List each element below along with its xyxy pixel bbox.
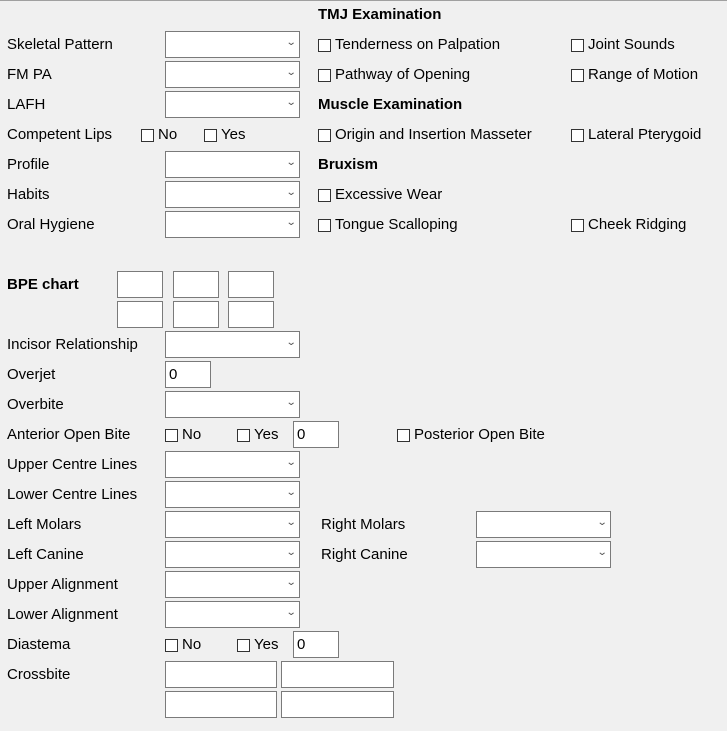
- bpe-input-lower-right[interactable]: [117, 301, 163, 328]
- checkbox-icon: [204, 129, 217, 142]
- crossbite-input-3[interactable]: [165, 691, 277, 718]
- checkbox-label: Lateral Pterygoid: [588, 126, 702, 143]
- tenderness-checkbox[interactable]: [318, 36, 500, 54]
- crossbite-label: Crossbite: [7, 666, 71, 683]
- checkbox-icon: [571, 129, 584, 142]
- posterior-open-bite-checkbox[interactable]: [397, 426, 545, 444]
- checkbox-label: Tongue Scalloping: [335, 216, 458, 233]
- checkbox-label: Excessive Wear: [335, 186, 443, 203]
- upper-alignment-select[interactable]: [165, 571, 300, 598]
- checkbox-icon: [165, 429, 178, 442]
- checkbox-label: Yes: [254, 636, 279, 653]
- overjet-label: Overjet: [7, 366, 56, 383]
- chevron-down-icon: ⌄: [285, 67, 297, 78]
- skeletal-pattern-select[interactable]: [165, 31, 300, 58]
- bpe-input-lower-left[interactable]: [228, 301, 274, 328]
- diastema-no-checkbox[interactable]: [165, 636, 201, 654]
- tongue-scalloping-checkbox[interactable]: [318, 216, 458, 234]
- checkbox-icon: [397, 429, 410, 442]
- checkbox-icon: [165, 639, 178, 652]
- skeletal-pattern-label: Skeletal Pattern: [7, 36, 113, 53]
- bruxism-heading: Bruxism: [318, 156, 379, 173]
- checkbox-label: Cheek Ridging: [588, 216, 687, 233]
- crossbite-input-1[interactable]: [165, 661, 277, 688]
- crossbite-input-2[interactable]: [281, 661, 394, 688]
- profile-select[interactable]: [165, 151, 300, 178]
- checkbox-icon: [318, 189, 331, 202]
- range-of-motion-checkbox[interactable]: [571, 66, 698, 84]
- chevron-down-icon: ⌄: [285, 457, 297, 468]
- chevron-down-icon: ⌄: [596, 517, 608, 528]
- checkbox-label: Yes: [254, 426, 279, 443]
- competent-lips-label: Competent Lips: [7, 126, 113, 143]
- checkbox-icon: [318, 129, 331, 142]
- left-canine-select[interactable]: [165, 541, 300, 568]
- competent-lips-no-checkbox[interactable]: [141, 126, 177, 144]
- left-molars-select[interactable]: [165, 511, 300, 538]
- right-canine-select[interactable]: [476, 541, 611, 568]
- fmpa-label: FM PA: [7, 66, 52, 83]
- chevron-down-icon: ⌄: [285, 517, 297, 528]
- bpe-input-upper-anterior[interactable]: [173, 271, 219, 298]
- joint-sounds-checkbox[interactable]: [571, 36, 675, 54]
- bpe-input-upper-right[interactable]: [117, 271, 163, 298]
- right-molars-select[interactable]: [476, 511, 611, 538]
- checkbox-label: Tenderness on Palpation: [335, 36, 501, 53]
- excessive-wear-checkbox[interactable]: [318, 186, 442, 204]
- profile-label: Profile: [7, 156, 50, 173]
- upper-centre-lines-select[interactable]: [165, 451, 300, 478]
- lower-alignment-select[interactable]: [165, 601, 300, 628]
- chevron-down-icon: ⌄: [285, 487, 297, 498]
- chevron-down-icon: ⌄: [285, 97, 297, 108]
- top-border: [0, 0, 727, 1]
- checkbox-label: Posterior Open Bite: [414, 426, 545, 443]
- checkbox-icon: [571, 39, 584, 52]
- checkbox-icon: [571, 69, 584, 82]
- anterior-open-bite-label: Anterior Open Bite: [7, 426, 131, 443]
- bpe-chart-label: BPE chart: [7, 276, 79, 293]
- left-canine-label: Left Canine: [7, 546, 84, 563]
- chevron-down-icon: ⌄: [285, 397, 297, 408]
- incisor-relationship-select[interactable]: [165, 331, 300, 358]
- fmpa-select[interactable]: [165, 61, 300, 88]
- diastema-value-input[interactable]: 0: [293, 631, 339, 658]
- checkbox-label: No: [182, 426, 202, 443]
- checkbox-label: Yes: [221, 126, 246, 143]
- aob-value-input[interactable]: 0: [293, 421, 339, 448]
- masseter-checkbox[interactable]: [318, 126, 532, 144]
- overjet-input[interactable]: 0: [165, 361, 211, 388]
- bpe-input-upper-left[interactable]: [228, 271, 274, 298]
- checkbox-label: No: [182, 636, 202, 653]
- chevron-down-icon: ⌄: [285, 607, 297, 618]
- pathway-checkbox[interactable]: [318, 66, 470, 84]
- chevron-down-icon: ⌄: [596, 547, 608, 558]
- checkbox-label: No: [158, 126, 178, 143]
- lower-centre-lines-select[interactable]: [165, 481, 300, 508]
- crossbite-input-4[interactable]: [281, 691, 394, 718]
- cheek-ridging-checkbox[interactable]: [571, 216, 686, 234]
- overbite-label: Overbite: [7, 396, 64, 413]
- checkbox-label: Joint Sounds: [588, 36, 675, 53]
- checkbox-icon: [318, 39, 331, 52]
- lafh-select[interactable]: [165, 91, 300, 118]
- chevron-down-icon: ⌄: [285, 337, 297, 348]
- lower-centre-lines-label: Lower Centre Lines: [7, 486, 138, 503]
- competent-lips-yes-checkbox[interactable]: [204, 126, 245, 144]
- checkbox-icon: [237, 429, 250, 442]
- habits-label: Habits: [7, 186, 50, 203]
- lower-alignment-label: Lower Alignment: [7, 606, 118, 623]
- overbite-select[interactable]: [165, 391, 300, 418]
- incisor-relationship-label: Incisor Relationship: [7, 336, 138, 353]
- checkbox-icon: [318, 69, 331, 82]
- chevron-down-icon: ⌄: [285, 547, 297, 558]
- chevron-down-icon: ⌄: [285, 187, 297, 198]
- bpe-input-lower-anterior[interactable]: [173, 301, 219, 328]
- diastema-yes-checkbox[interactable]: [237, 636, 278, 654]
- right-molars-label: Right Molars: [321, 516, 406, 533]
- diastema-label: Diastema: [7, 636, 71, 653]
- chevron-down-icon: ⌄: [285, 157, 297, 168]
- checkbox-icon: [141, 129, 154, 142]
- checkbox-icon: [571, 219, 584, 232]
- habits-select[interactable]: [165, 181, 300, 208]
- chevron-down-icon: ⌄: [285, 37, 297, 48]
- tmj-heading: TMJ Examination: [318, 6, 442, 23]
- checkbox-label: Pathway of Opening: [335, 66, 471, 83]
- aob-yes-checkbox[interactable]: [237, 426, 278, 444]
- chevron-down-icon: ⌄: [285, 577, 297, 588]
- checkbox-icon: [318, 219, 331, 232]
- aob-no-checkbox[interactable]: [165, 426, 201, 444]
- upper-alignment-label: Upper Alignment: [7, 576, 118, 593]
- muscle-heading: Muscle Examination: [318, 96, 463, 113]
- chevron-down-icon: ⌄: [285, 217, 297, 228]
- oral-hygiene-select[interactable]: [165, 211, 300, 238]
- right-canine-label: Right Canine: [321, 546, 408, 563]
- lafh-label: LAFH: [7, 96, 46, 113]
- left-molars-label: Left Molars: [7, 516, 82, 533]
- upper-centre-lines-label: Upper Centre Lines: [7, 456, 138, 473]
- oral-hygiene-label: Oral Hygiene: [7, 216, 95, 233]
- checkbox-label: Range of Motion: [588, 66, 699, 83]
- checkbox-label: Origin and Insertion Masseter: [335, 126, 532, 143]
- checkbox-icon: [237, 639, 250, 652]
- lateral-pterygoid-checkbox[interactable]: [571, 126, 701, 144]
